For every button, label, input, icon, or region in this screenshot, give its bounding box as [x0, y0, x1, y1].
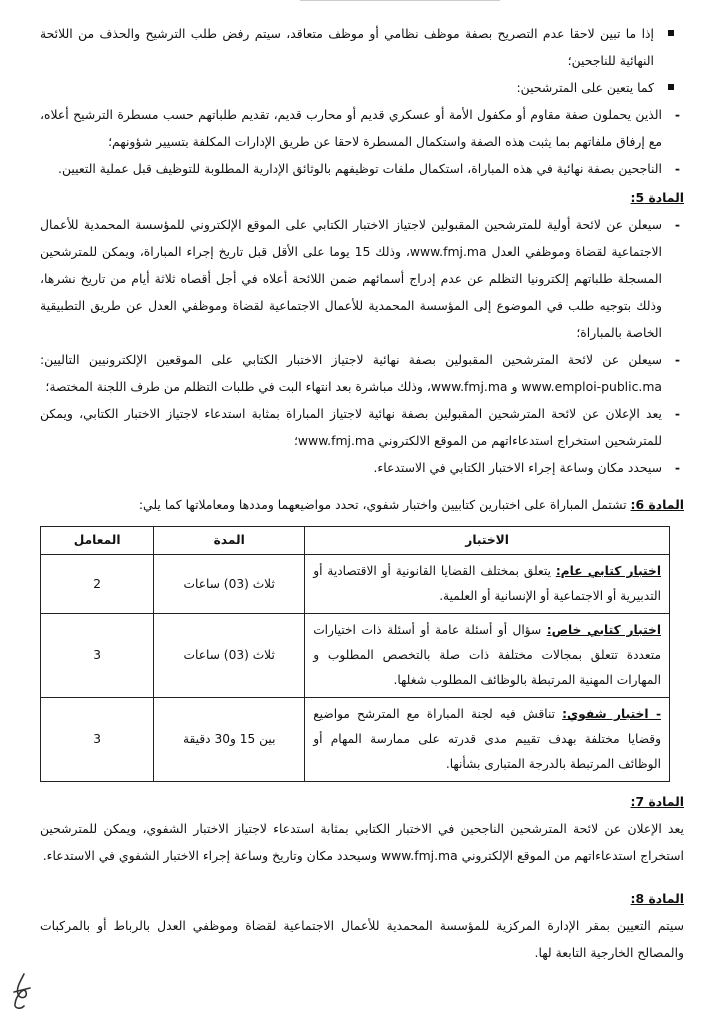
article-5-item-convocation: - يعد الإعلان عن لائحة المترشحين المقبولين بصفة نهائية لاجتياز المباراة بمثابة استدعاء لاجتياز الاختبار الكتابي، ويمكن للمترشحين استخراج استدعاءاتهم من الموقع الالكتروني www.fmj.ma؛: [40, 400, 684, 454]
table-row: [41, 698, 670, 782]
article-5-item-place-time: - سيحدد مكان وساعة إجراء الاختبار الكتابي في الاستدعاء.: [40, 454, 684, 481]
exam-cell: [305, 555, 670, 614]
article-5-item-preliminary-list: - سيعلن عن لائحة أولية للمترشحين المقبولين لاجتياز الاختبار الكتابي على الموقع الإلكتروني للمؤسسة المحمدية للأعمال الاجتماعية لقضاة وموظفي العدل www.fmj.ma، وذلك 15 يوما على الأقل قبل تاريخ إجراء المباراة، ويمكن للمترشحين المسجلة طلباتهم إلكترونيا التظلم عن عدم إدراج أسمائهم ضمن اللائحة أعلاه في أجل أقصاه ثلاثة أيام من تاريخ نشرها، وذلك بتوجيه طلب في الموضوع إلى المؤسسة المحمدية للأعمال الاجتماعية لقضاة وموظفي العدل عن طريق التطبيقية الخاصة بالمباراة؛: [40, 211, 684, 346]
exam-description: سؤال أو أسئلة عامة أو أسئلة ذات اختيارات متعددة تتعلق بمجالات مختلفة ذات صلة بالتخصص المطلوب و المهارات المهنية المرتبطة بالوظائف المطلوب شغلها.: [313, 623, 661, 687]
article-5-heading: المادة 5:: [630, 190, 684, 205]
scan-top-mark: [300, 0, 500, 1]
duration-cell: ثلاث (03) ساعات: [154, 555, 305, 614]
article-8-heading: المادة 8:: [630, 891, 684, 906]
bullet-undeclared-employee: إذا ما تبين لاحقا عدم التصريح بصفة موظف نظامي أو موظف متعاقد، سيتم رفض طلب الترشيح والحذف من اللائحة النهائية للناجحين؛: [40, 20, 684, 74]
bullet-candidates-must: كما يتعين على المترشحين:: [40, 74, 684, 101]
exam-cell: [305, 698, 670, 782]
dash-final-successful: - الناجحين بصفة نهائية في هذه المباراة، استكمال ملفات توظيفهم بالوثائق الإدارية المطلوبة للتوظيف قبل عملية التعيين.: [40, 155, 684, 182]
article-6-intro: تشتمل المباراة على اختبارين كتابيين واختبار شفوي، تحدد مواضيعهما ومددها ومعاملاتها كما يلي:: [138, 497, 631, 512]
exam-description: يتعلق بمختلف القضايا القانونية أو الاقتصادية أو التدبيرية أو الاجتماعية أو الإنسانية أو العلمية.: [313, 564, 661, 603]
article-5-item-final-list: - سيعلن عن لائحة المترشحين المقبولين بصفة نهائية لاجتياز الاختبار الكتابي على الموقعين الإلكترونيين التاليين: www.emploi-public.ma و www.fmj.ma، وذلك مباشرة بعد انتهاء البت في طلبات التظلم من طرف اللجنة المختصة؛: [40, 346, 684, 400]
exam-name: اختبار كتابي عام:: [555, 564, 661, 578]
dash-veterans: - الذين يحملون صفة مقاوم أو مكفول الأمة أو عسكري قديم أو محارب قديم، تقديم طلباتهم حسب مسطرة الترشيح أعلاه، مع إرفاق ملفاتهم بما يثبت هذه الصفة واستكمال المسطرة لاحقا عن طريق الإدارات المكلفة بتسيير شؤونهم؛: [40, 101, 684, 155]
exam-name: - اختبار شفوي:: [562, 707, 661, 721]
coefficient-cell: 3: [41, 614, 154, 698]
table-row: [41, 614, 670, 698]
article-6-heading: المادة 6:: [630, 497, 684, 512]
header-coefficient: المعامل: [41, 527, 154, 555]
exam-description: تناقش فيه لجنة المباراة مع المترشح مواضيع وقضايا مختلفة بهدف تقييم مدى قدرته على ممارسة المهام أو الوظائف المرتبطة بالدرجة المتبارى بشأنها.: [313, 707, 661, 771]
section-gap: [40, 869, 684, 883]
header-duration: المدة: [154, 527, 305, 555]
article-8-text: سيتم التعيين بمقر الإدارة المركزية للمؤسسة المحمدية للأعمال الاجتماعية لقضاة وموظفي العدل بالرباط أو بالمركبات والمصالح الخارجية التابعة لها.: [40, 918, 684, 960]
article-7-heading: المادة 7:: [630, 794, 684, 809]
exams-table: [40, 526, 670, 782]
exams-table-header-row: [41, 527, 670, 555]
duration-cell: ثلاث (03) ساعات: [154, 614, 305, 698]
coefficient-cell: 3: [41, 698, 154, 782]
signature-initial-icon: [10, 972, 36, 1012]
article-6-intro-line: [40, 491, 684, 518]
duration-cell: بين 15 و30 دقيقة: [154, 698, 305, 782]
exam-name: اختبار كتابي خاص:: [546, 623, 662, 637]
header-exam: الاختبار: [305, 527, 670, 555]
article-7-text: يعد الإعلان عن لائحة المترشحين الناجحين في الاختبار الكتابي بمثابة استدعاء لاجتياز الاختبار الشفوي، ويمكن للمترشحين استخراج استدعاءاتهم من الموقع الإلكتروني www.fmj.ma وسيحدد مكان وتاريخ وساعة إجراء الاختبار الشفوي في الاستدعاء.: [40, 821, 684, 863]
table-row: [41, 555, 670, 614]
exam-cell: [305, 614, 670, 698]
coefficient-cell: 2: [41, 555, 154, 614]
